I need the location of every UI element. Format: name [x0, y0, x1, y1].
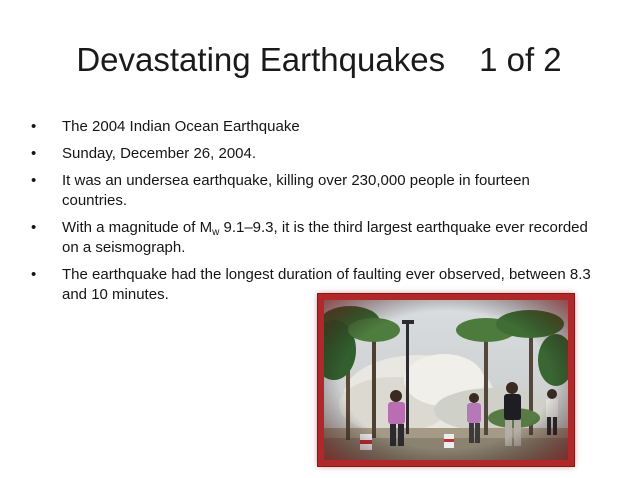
bullet-text: Sunday, December 26, 2004. [62, 145, 257, 162]
bullet-icon: • [31, 145, 37, 162]
bullet-item [30, 218, 595, 258]
bullet-icon: • [31, 266, 37, 283]
tsunami-photo [324, 300, 568, 460]
slide-title [0, 38, 638, 82]
magnitude-subscript: w [212, 227, 220, 238]
bullet-text: The earthquake had the longest duration of faulting ever observed, between 8.3 and 10 minutes. [62, 266, 591, 303]
bullet-text: The 2004 Indian Ocean Earthquake [62, 118, 300, 135]
bullet-icon: • [31, 118, 37, 135]
bullet-text-before: With a magnitude of M [62, 219, 213, 236]
bullet-item [30, 117, 595, 137]
tsunami-photo-frame [318, 294, 574, 466]
bullet-icon: • [31, 219, 37, 236]
bullet-text: It was an undersea earthquake, killing over 230,000 people in fourteen countries. [62, 172, 530, 209]
bullet-text-after: 9.1–9.3, it is the third largest earthquake ever recorded on a seismograph. [62, 219, 588, 256]
bullet-item [30, 171, 595, 211]
page-indicator: 1 of 2 [479, 41, 562, 78]
title-text: Devastating Earthquakes [76, 41, 446, 78]
bullet-item [30, 144, 595, 164]
bullet-icon: • [31, 172, 37, 189]
bullet-list [30, 117, 595, 312]
